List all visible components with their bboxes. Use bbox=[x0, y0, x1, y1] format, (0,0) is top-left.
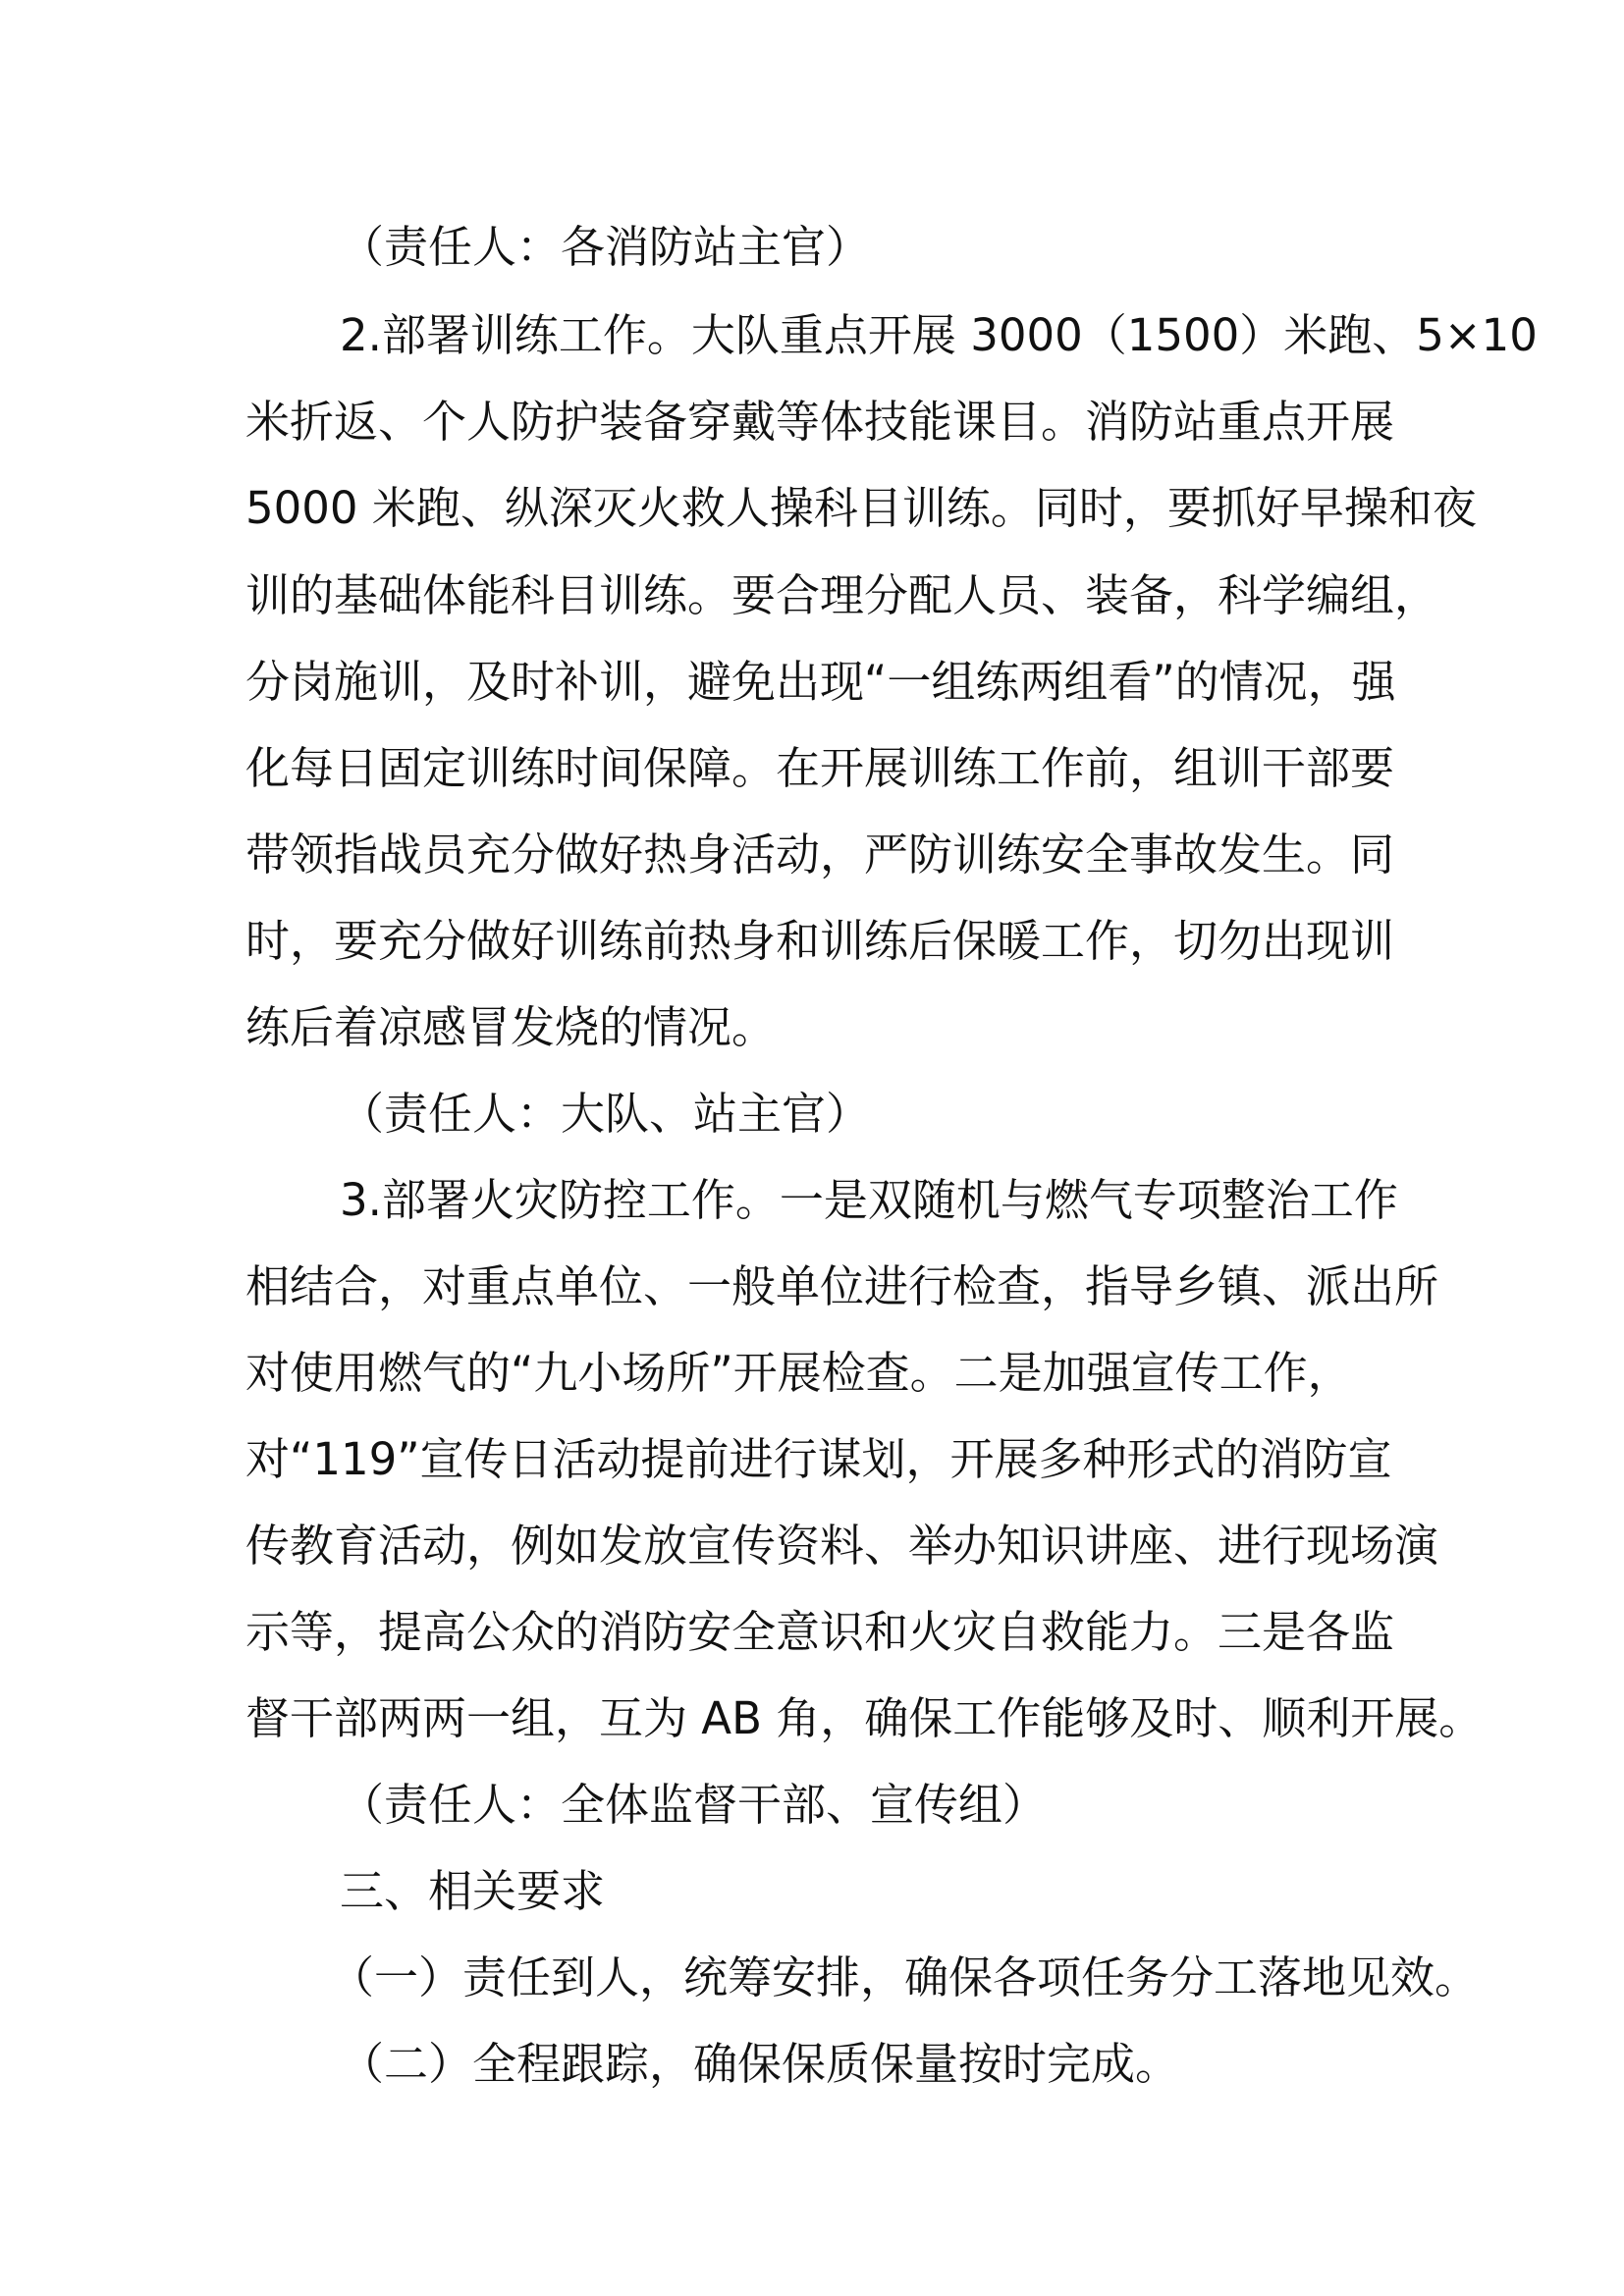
paragraph-line: 分岗施训，及时补训，避免出现“一组练两组看”的情况，强 bbox=[245, 656, 1396, 708]
requirement-item-2: （二）全程跟踪，确保保质保量按时完成。 bbox=[340, 2038, 1180, 2090]
paragraph-line: 督干部两两一组，互为 AB 角，确保工作能够及时、顺利开展。 bbox=[245, 1692, 1484, 1744]
paragraph-line: 对“119”宣传日活动提前进行谋划，开展多种形式的消防宣 bbox=[245, 1433, 1392, 1485]
responsible-note-2: （责任人：大队、站主官） bbox=[340, 1088, 871, 1140]
paragraph-line: 化每日固定训练时间保障。在开展训练工作前，组训干部要 bbox=[245, 742, 1395, 794]
section-3-heading-line: 3.部署火灾防控工作。一是双随机与燃气专项整治工作 bbox=[340, 1174, 1398, 1226]
paragraph-line: 5000 米跑、纵深灭火救人操科目训练。同时，要抓好早操和夜 bbox=[245, 482, 1477, 534]
section-heading-requirements: 三、相关要求 bbox=[340, 1865, 606, 1917]
paragraph-line: 对使用燃气的“九小场所”开展检查。二是加强宣传工作， bbox=[245, 1347, 1352, 1399]
paragraph-line: 带领指战员充分做好热身活动，严防训练安全事故发生。同 bbox=[245, 828, 1395, 881]
paragraph-line: 练后着凉感冒发烧的情况。 bbox=[245, 1001, 777, 1053]
paragraph-line: 示等，提高公众的消防安全意识和火灾自救能力。三是各监 bbox=[245, 1606, 1395, 1658]
section-2-heading-line: 2.部署训练工作。大队重点开展 3000（1500）米跑、5×10 bbox=[340, 309, 1538, 361]
paragraph-line: 米折返、个人防护装备穿戴等体技能课目。消防站重点开展 bbox=[245, 396, 1395, 448]
paragraph-line: 训的基础体能科目训练。要合理分配人员、装备，科学编组， bbox=[245, 569, 1439, 621]
responsible-note-1: （责任人：各消防站主官） bbox=[340, 221, 871, 273]
responsible-note-3: （责任人：全体监督干部、宣传组） bbox=[340, 1779, 1048, 1831]
paragraph-line: 相结合，对重点单位、一般单位进行检查，指导乡镇、派出所 bbox=[245, 1260, 1439, 1312]
paragraph-line: 时，要充分做好训练前热身和训练后保暖工作，切勿出现训 bbox=[245, 915, 1395, 967]
requirement-item-1: （一）责任到人，统筹安排，确保各项任务分工落地见效。 bbox=[330, 1951, 1480, 2003]
paragraph-line: 传教育活动，例如发放宣传资料、举办知识讲座、进行现场演 bbox=[245, 1520, 1439, 1572]
